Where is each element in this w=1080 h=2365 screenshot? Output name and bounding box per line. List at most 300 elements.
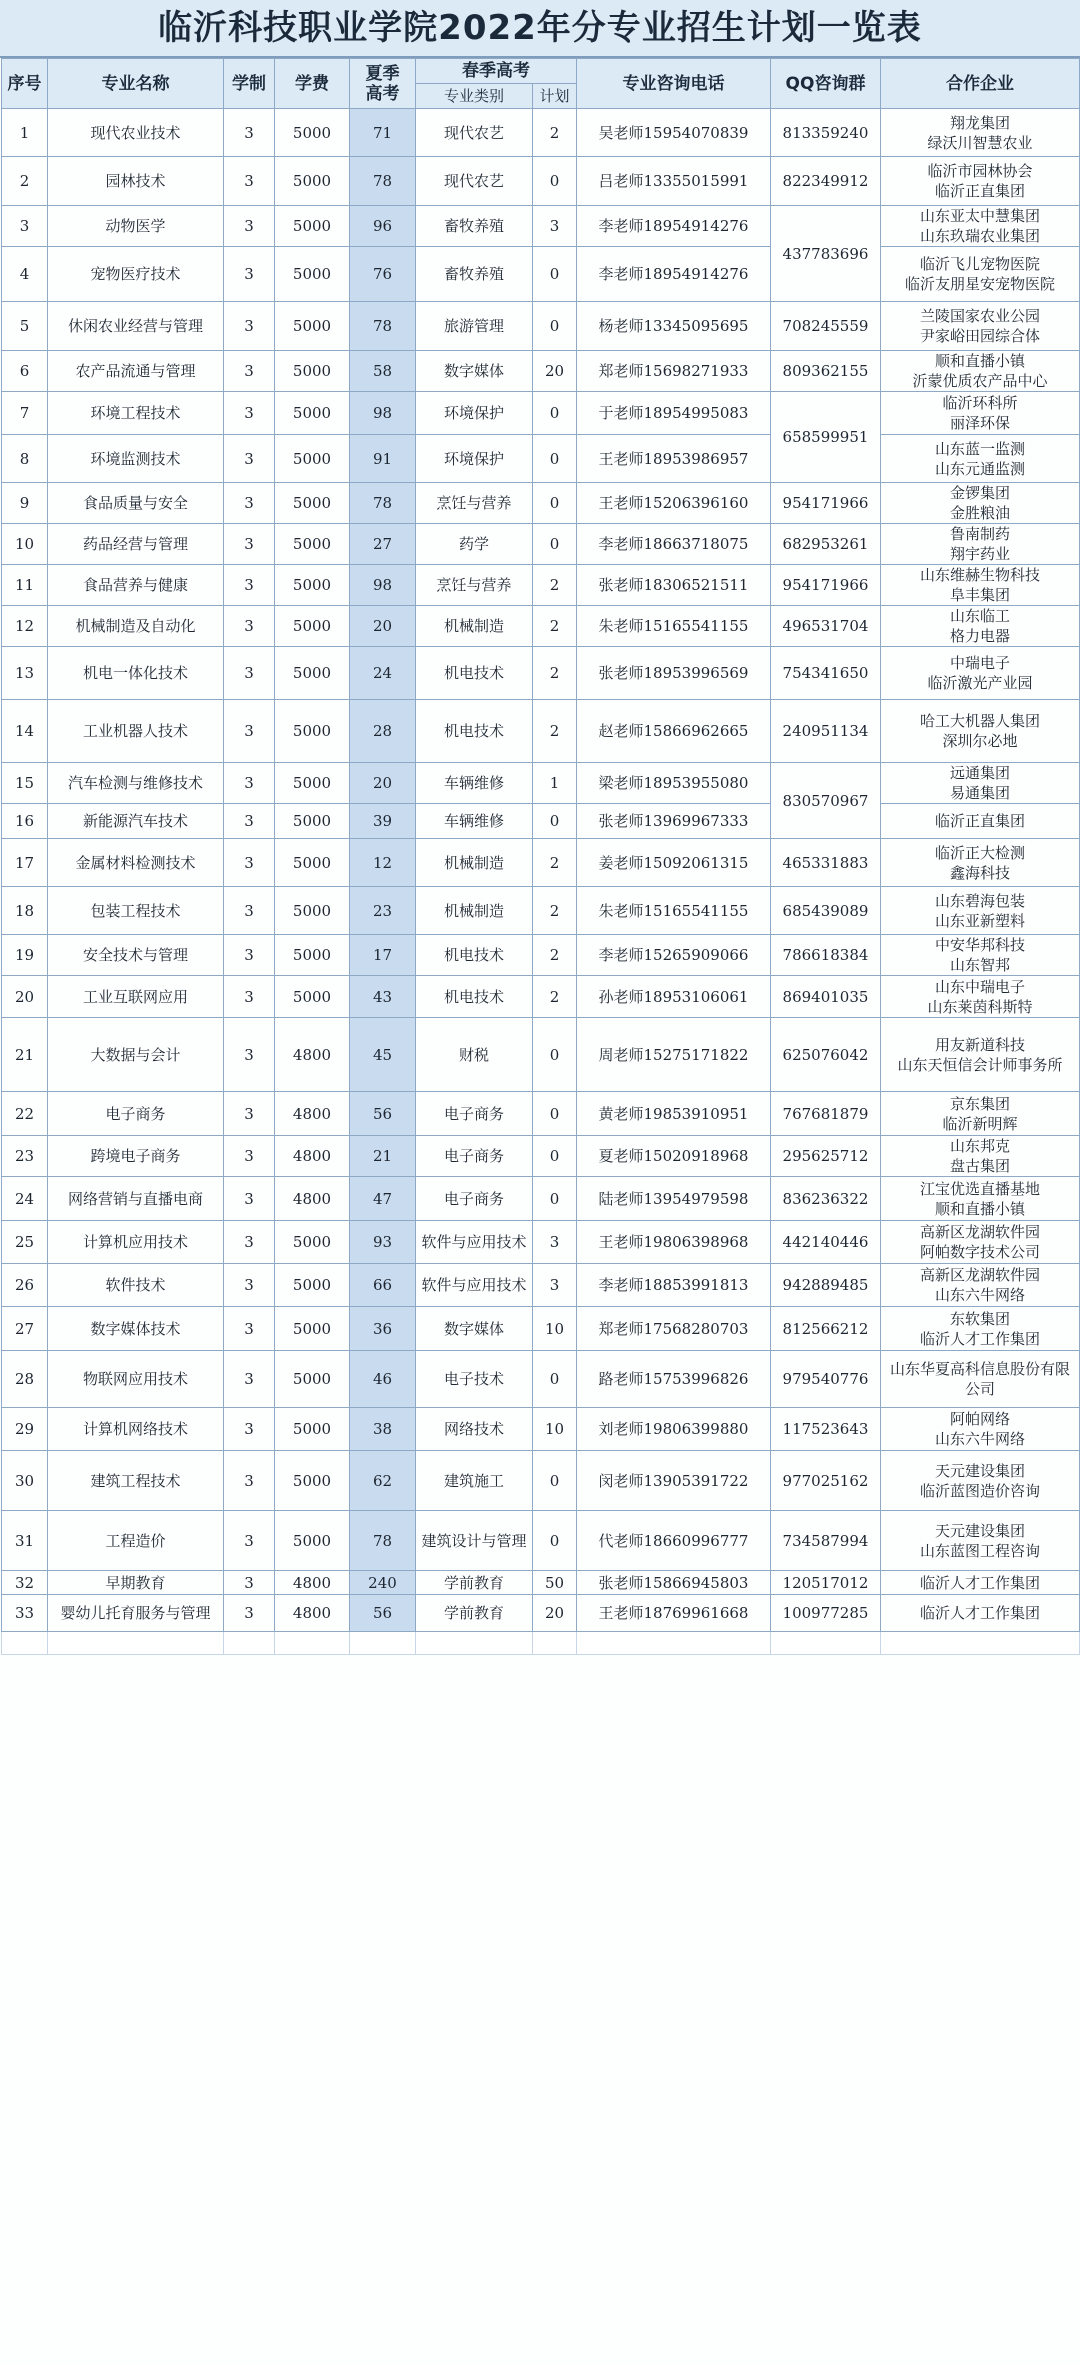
partner-companies [881,887,1080,935]
partner-company: 远通集团 [949,764,1010,782]
row-number: 32 [2,1571,48,1595]
consult-phone[interactable]: 孙老师18953106061 [577,976,771,1018]
qq-group[interactable]: 830570967 [771,763,881,839]
consult-phone[interactable]: 吕老师13355015991 [577,157,771,206]
major-name: 农产品流通与管理 [48,351,224,392]
table-row [2,1018,1080,1092]
partner-company: 山东元通监测 [934,459,1025,478]
partner-companies [881,157,1080,206]
header-spring-category: 专业类别 [416,84,533,109]
row-number: 26 [2,1264,48,1307]
consult-phone[interactable]: 李老师18663718075 [577,524,771,565]
consult-phone[interactable]: 张老师13969967333 [577,804,771,839]
row-number: 10 [2,524,48,565]
partner-company: 山东蓝图工程咨询 [919,1541,1040,1560]
major-name: 环境监测技术 [48,435,224,483]
partner-company: 临沂友朋星安宠物医院 [904,275,1055,293]
qq-group[interactable]: 240951134 [771,700,881,763]
partner-company: 深圳尔必地 [942,732,1018,750]
row-number: 2 [2,157,48,206]
tuition-fee: 4800 [275,1177,350,1221]
summer-exam-quota: 43 [350,976,416,1018]
tuition-fee: 5000 [275,976,350,1018]
row-number: 21 [2,1018,48,1092]
qq-group[interactable]: 295625712 [771,1136,881,1177]
partner-companies [881,1595,1080,1632]
spring-exam-category: 车辆维修 [416,804,533,839]
partner-company: 临沂人才工作集团 [919,1604,1040,1622]
consult-phone[interactable]: 王老师18953986957 [577,435,771,483]
study-years: 3 [224,524,275,565]
header-partner: 合作企业 [881,59,1080,109]
tuition-fee: 5000 [275,302,350,351]
partner-company: 山东蓝一监测 [934,439,1025,458]
major-name: 药品经营与管理 [48,524,224,565]
spring-exam-category: 学前教育 [416,1595,533,1632]
blank-cell [577,1632,771,1655]
header-spring: 春季高考 [416,59,577,84]
qq-group[interactable]: 813359240 [771,109,881,157]
partner-company: 翔龙集团 [949,113,1010,132]
row-number: 15 [2,763,48,804]
row-number: 3 [2,206,48,247]
summer-exam-quota: 23 [350,887,416,935]
partner-company: 东软集团 [949,1309,1010,1328]
header-years: 学制 [224,59,275,109]
row-number: 30 [2,1451,48,1511]
tuition-fee: 5000 [275,606,350,647]
table-row [2,435,1080,483]
consult-phone[interactable]: 于老师18954995083 [577,392,771,435]
row-number: 28 [2,1351,48,1408]
partner-company: 山东邦克 [949,1137,1010,1155]
spring-exam-category: 旅游管理 [416,302,533,351]
study-years: 3 [224,1221,275,1264]
spring-exam-plan: 2 [533,647,577,700]
consult-phone[interactable]: 闵老师13905391722 [577,1451,771,1511]
table-row [2,1092,1080,1136]
study-years: 3 [224,700,275,763]
study-years: 3 [224,206,275,247]
spring-exam-category: 畜牧养殖 [416,206,533,247]
table-row [2,483,1080,524]
row-number: 29 [2,1408,48,1451]
consult-phone[interactable]: 李老师18853991813 [577,1264,771,1307]
major-name: 软件技术 [48,1264,224,1307]
spring-exam-category: 学前教育 [416,1571,533,1595]
consult-phone[interactable]: 郑老师17568280703 [577,1307,771,1351]
blank-cell [416,1632,533,1655]
spring-exam-category: 烹饪与营养 [416,565,533,606]
summer-exam-quota: 21 [350,1136,416,1177]
table-row [2,763,1080,804]
summer-exam-quota: 38 [350,1408,416,1451]
partner-company: 兰陵国家农业公园 [919,307,1040,325]
spring-exam-plan: 20 [533,1595,577,1632]
qq-group[interactable]: 786618384 [771,935,881,976]
qq-group[interactable]: 437783696 [771,206,881,302]
study-years: 3 [224,606,275,647]
header-spring-plan: 计划 [533,84,577,109]
qq-group[interactable]: 685439089 [771,887,881,935]
consult-phone[interactable]: 李老师15265909066 [577,935,771,976]
consult-phone[interactable]: 张老师18306521511 [577,565,771,606]
study-years: 3 [224,1408,275,1451]
qq-group[interactable]: 979540776 [771,1351,881,1408]
consult-phone[interactable]: 张老师18953996569 [577,647,771,700]
spring-exam-plan: 2 [533,976,577,1018]
tuition-fee: 4800 [275,1018,350,1092]
qq-group[interactable]: 942889485 [771,1264,881,1307]
partner-company: 山东天恒信会计师事务所 [897,1055,1063,1074]
spring-exam-category: 数字媒体 [416,1307,533,1351]
table-row [2,700,1080,763]
qq-group[interactable]: 809362155 [771,351,881,392]
consult-phone[interactable]: 郑老师15698271933 [577,351,771,392]
consult-phone[interactable]: 夏老师15020918968 [577,1136,771,1177]
spring-exam-plan: 3 [533,206,577,247]
partner-companies [881,524,1080,565]
spring-exam-plan: 0 [533,435,577,483]
partner-company: 高新区龙湖软件园 [919,1223,1040,1241]
row-number: 9 [2,483,48,524]
table-row [2,804,1080,839]
consult-phone[interactable]: 路老师15753996826 [577,1351,771,1408]
summer-exam-quota: 91 [350,435,416,483]
partner-company: 临沂正直集团 [934,182,1025,200]
partner-companies [881,1511,1080,1571]
spring-exam-category: 软件与应用技术 [416,1264,533,1307]
spring-exam-plan: 3 [533,1264,577,1307]
partner-company: 山东六牛网络 [934,1286,1025,1304]
blank-cell [275,1632,350,1655]
partner-company: 阿帕网络 [949,1410,1010,1428]
consult-phone[interactable]: 朱老师15165541155 [577,887,771,935]
tuition-fee: 4800 [275,1571,350,1595]
table-row [2,247,1080,302]
major-name: 安全技术与管理 [48,935,224,976]
partner-companies [881,1307,1080,1351]
partner-company: 临沂市园林协会 [927,162,1033,180]
spring-exam-category: 机械制造 [416,839,533,887]
partner-companies [881,700,1080,763]
qq-group[interactable]: 734587994 [771,1511,881,1571]
partner-company: 临沂飞儿宠物医院 [919,255,1040,273]
consult-phone[interactable]: 王老师19806398968 [577,1221,771,1264]
consult-phone[interactable]: 王老师18769961668 [577,1595,771,1632]
spring-exam-plan: 2 [533,565,577,606]
spring-exam-category: 机械制造 [416,606,533,647]
table-row [2,1511,1080,1571]
partner-company: 格力电器 [949,627,1010,645]
spring-exam-plan: 0 [533,157,577,206]
partner-companies [881,109,1080,157]
partner-company: 高新区龙湖软件园 [919,1266,1040,1284]
partner-companies [881,1177,1080,1221]
tuition-fee: 5000 [275,935,350,976]
consult-phone[interactable]: 李老师18954914276 [577,206,771,247]
qq-group[interactable]: 977025162 [771,1451,881,1511]
spring-exam-plan: 50 [533,1571,577,1595]
major-name: 计算机应用技术 [48,1221,224,1264]
row-number: 6 [2,351,48,392]
qq-group[interactable]: 465331883 [771,839,881,887]
qq-group[interactable]: 767681879 [771,1092,881,1136]
summer-exam-quota: 78 [350,1511,416,1571]
table-row [2,302,1080,351]
major-name: 网络营销与直播电商 [48,1177,224,1221]
summer-exam-quota: 96 [350,206,416,247]
row-number: 14 [2,700,48,763]
partner-company: 山东维赫生物科技 [919,566,1040,584]
consult-phone[interactable]: 赵老师15866962665 [577,700,771,763]
consult-phone[interactable]: 陆老师13954979598 [577,1177,771,1221]
major-name: 包装工程技术 [48,887,224,935]
partner-company: 山东莱茵科斯特 [927,997,1033,1016]
spring-exam-plan: 0 [533,1511,577,1571]
table-row [2,1451,1080,1511]
summer-exam-quota: 46 [350,1351,416,1408]
summer-exam-quota: 56 [350,1092,416,1136]
row-number: 7 [2,392,48,435]
partner-company: 鲁南制药 [949,525,1010,543]
blank-cell [48,1632,224,1655]
table-row [2,976,1080,1018]
partner-companies [881,647,1080,700]
major-name: 工业机器人技术 [48,700,224,763]
qq-group[interactable]: 954171966 [771,483,881,524]
study-years: 3 [224,1595,275,1632]
major-name: 休闲农业经营与管理 [48,302,224,351]
partner-company: 京东集团 [949,1094,1010,1113]
qq-group[interactable]: 117523643 [771,1408,881,1451]
spring-exam-plan: 2 [533,700,577,763]
partner-companies [881,435,1080,483]
tuition-fee: 5000 [275,887,350,935]
study-years: 3 [224,976,275,1018]
partner-companies [881,976,1080,1018]
spring-exam-plan: 0 [533,1451,577,1511]
partner-companies [881,606,1080,647]
summer-exam-quota: 78 [350,483,416,524]
consult-phone[interactable]: 周老师15275171822 [577,1018,771,1092]
qq-group[interactable]: 836236322 [771,1177,881,1221]
partner-company: 山东六牛网络 [934,1430,1025,1448]
partner-company: 顺和直播小镇 [934,352,1025,370]
table-row [2,351,1080,392]
major-name: 电子商务 [48,1092,224,1136]
spring-exam-plan: 3 [533,1221,577,1264]
qq-group[interactable]: 708245559 [771,302,881,351]
spring-exam-plan: 0 [533,524,577,565]
study-years: 3 [224,1307,275,1351]
sheet-title: 临沂科技职业学院2022年分专业招生计划一览表 [0,0,1080,58]
consult-phone[interactable]: 朱老师15165541155 [577,606,771,647]
tuition-fee: 5000 [275,1264,350,1307]
summer-exam-quota: 47 [350,1177,416,1221]
qq-group[interactable]: 496531704 [771,606,881,647]
table-row [2,1571,1080,1595]
blank-cell [881,1632,1080,1655]
spring-exam-plan: 0 [533,302,577,351]
partner-companies [881,1136,1080,1177]
partner-company: 山东智邦 [949,956,1010,974]
spring-exam-plan: 20 [533,351,577,392]
consult-phone[interactable]: 刘老师19806399880 [577,1408,771,1451]
qq-group[interactable]: 100977285 [771,1595,881,1632]
study-years: 3 [224,763,275,804]
spring-exam-category: 车辆维修 [416,763,533,804]
partner-company: 山东亚太中慧集团 [919,207,1040,225]
tuition-fee: 5000 [275,1511,350,1571]
major-name: 数字媒体技术 [48,1307,224,1351]
major-name: 宠物医疗技术 [48,247,224,302]
qq-group[interactable]: 625076042 [771,1018,881,1092]
study-years: 3 [224,351,275,392]
qq-group[interactable]: 869401035 [771,976,881,1018]
major-name: 工程造价 [48,1511,224,1571]
spring-exam-plan: 0 [533,392,577,435]
row-number: 24 [2,1177,48,1221]
qq-group[interactable]: 754341650 [771,647,881,700]
spring-exam-plan: 0 [533,1177,577,1221]
tuition-fee: 5000 [275,206,350,247]
header-qq: QQ咨询群 [771,59,881,109]
qq-group[interactable]: 658599951 [771,392,881,483]
tuition-fee: 4800 [275,1092,350,1136]
summer-exam-quota: 39 [350,804,416,839]
spring-exam-category: 电子商务 [416,1092,533,1136]
consult-phone[interactable]: 李老师18954914276 [577,247,771,302]
spring-exam-category: 软件与应用技术 [416,1221,533,1264]
header-major: 专业名称 [48,59,224,109]
qq-group[interactable]: 682953261 [771,524,881,565]
major-name: 新能源汽车技术 [48,804,224,839]
spring-exam-category: 机电技术 [416,976,533,1018]
tuition-fee: 4800 [275,1136,350,1177]
partner-company: 临沂环科所 [942,394,1018,412]
row-number: 31 [2,1511,48,1571]
tuition-fee: 5000 [275,1408,350,1451]
table-row [2,1177,1080,1221]
partner-company: 临沂人才工作集团 [919,1329,1040,1348]
summer-exam-quota: 12 [350,839,416,887]
blank-footer-row [2,1632,1080,1655]
consult-phone[interactable]: 杨老师13345095695 [577,302,771,351]
spring-exam-plan: 10 [533,1307,577,1351]
partner-companies [881,483,1080,524]
row-number: 5 [2,302,48,351]
tuition-fee: 5000 [275,392,350,435]
tuition-fee: 5000 [275,647,350,700]
spring-exam-plan: 2 [533,887,577,935]
spring-exam-category: 电子商务 [416,1177,533,1221]
header-tuition: 学费 [275,59,350,109]
qq-group[interactable]: 442140446 [771,1221,881,1264]
partner-company: 山东临工 [949,607,1010,625]
partner-company: 天元建设集团 [934,1521,1025,1540]
consult-phone[interactable]: 王老师15206396160 [577,483,771,524]
row-number: 20 [2,976,48,1018]
spring-exam-plan: 10 [533,1408,577,1451]
consult-phone[interactable]: 梁老师18953955080 [577,763,771,804]
major-name: 现代农业技术 [48,109,224,157]
header-summer [350,59,416,109]
study-years: 3 [224,565,275,606]
partner-companies [881,1018,1080,1092]
partner-company: 金胜粮油 [949,504,1010,522]
spring-exam-category: 电子商务 [416,1136,533,1177]
study-years: 3 [224,1571,275,1595]
partner-companies [881,1571,1080,1595]
partner-company: 沂蒙优质农产品中心 [912,372,1048,390]
major-name: 动物医学 [48,206,224,247]
partner-company: 绿沃川智慧农业 [927,133,1033,152]
study-years: 3 [224,483,275,524]
consult-phone[interactable]: 姜老师15092061315 [577,839,771,887]
partner-companies [881,351,1080,392]
major-name: 婴幼儿托育服务与管理 [48,1595,224,1632]
summer-exam-quota: 45 [350,1018,416,1092]
consult-phone[interactable]: 张老师15866945803 [577,1571,771,1595]
table-row [2,839,1080,887]
header-phone: 专业咨询电话 [577,59,771,109]
major-name: 计算机网络技术 [48,1408,224,1451]
spring-exam-category: 现代农艺 [416,109,533,157]
row-number: 23 [2,1136,48,1177]
study-years: 3 [224,392,275,435]
qq-group[interactable]: 120517012 [771,1571,881,1595]
spring-exam-plan: 0 [533,483,577,524]
spring-exam-plan: 2 [533,606,577,647]
study-years: 3 [224,1451,275,1511]
major-name: 工业互联网应用 [48,976,224,1018]
table-row [2,565,1080,606]
partner-company: 临沂新明辉 [942,1114,1018,1133]
summer-exam-quota: 28 [350,700,416,763]
partner-company: 临沂人才工作集团 [919,1573,1040,1592]
summer-exam-quota: 71 [350,109,416,157]
spring-exam-plan: 2 [533,109,577,157]
study-years: 3 [224,1511,275,1571]
tuition-fee: 5000 [275,763,350,804]
spring-exam-category: 环境保护 [416,435,533,483]
header-no: 序号 [2,59,48,109]
row-number: 16 [2,804,48,839]
row-number: 13 [2,647,48,700]
study-years: 3 [224,1136,275,1177]
spring-exam-category: 数字媒体 [416,351,533,392]
qq-group[interactable]: 812566212 [771,1307,881,1351]
consult-phone[interactable]: 黄老师19853910951 [577,1092,771,1136]
major-name: 环境工程技术 [48,392,224,435]
study-years: 3 [224,647,275,700]
spring-exam-plan: 2 [533,839,577,887]
tuition-fee: 4800 [275,1595,350,1632]
row-number: 27 [2,1307,48,1351]
partner-company: 鑫海科技 [949,863,1010,882]
consult-phone[interactable]: 吴老师15954070839 [577,109,771,157]
qq-group[interactable]: 954171966 [771,565,881,606]
study-years: 3 [224,804,275,839]
partner-company: 用友新道科技 [934,1035,1025,1054]
qq-group[interactable]: 822349912 [771,157,881,206]
table-row [2,206,1080,247]
study-years: 3 [224,247,275,302]
summer-exam-quota: 98 [350,565,416,606]
consult-phone[interactable]: 代老师18660996777 [577,1511,771,1571]
summer-exam-quota: 20 [350,606,416,647]
